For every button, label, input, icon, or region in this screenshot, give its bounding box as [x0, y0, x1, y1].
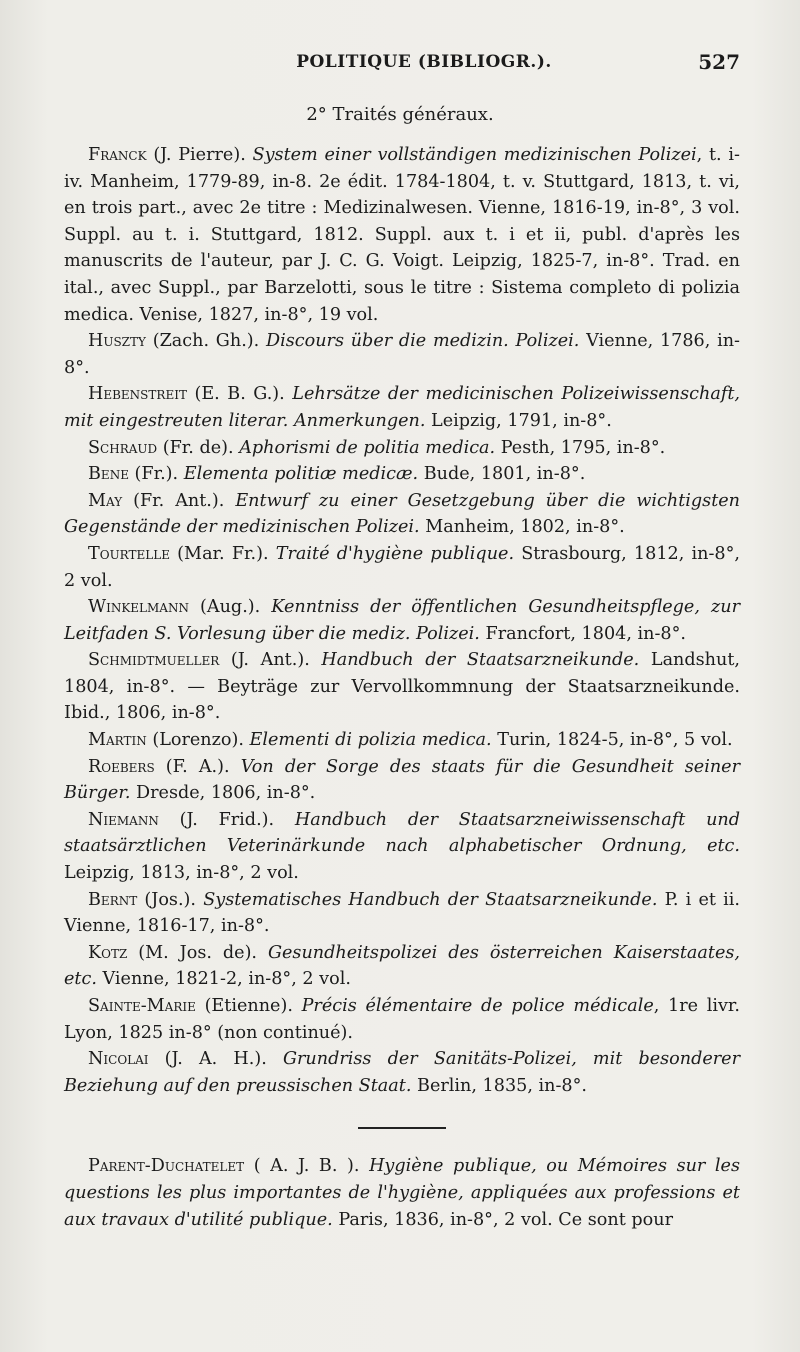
entry-author: Huszty	[88, 331, 146, 352]
entry-details: Strasbourg, 1812, in-8°, 2 vol.	[64, 543, 740, 591]
entry-author: Parent-Duchatelet	[88, 1156, 245, 1177]
entry-author-details: (Lorenzo).	[146, 730, 250, 751]
entry-title: Kenntniss der öffentlichen Gesundheitspflege, zur Leitfaden S. Vorlesung über die mediz. Polizei.	[64, 597, 740, 644]
entry-author-details: (J. Pierre).	[146, 145, 253, 165]
entry-author: Schmidtmueller	[88, 650, 220, 671]
entry-author: Tourtelle	[88, 543, 170, 564]
entry-details: P. i et ii. Vienne, 1816-17, in-8°.	[64, 889, 740, 937]
bibliography-entry-closing	[64, 1153, 740, 1233]
entry-list	[64, 142, 740, 1099]
entry-author-details: (M. Jos. de).	[127, 942, 268, 963]
bibliography-entry	[64, 727, 740, 754]
entry-author: Schraud	[88, 437, 158, 458]
bibliography-entry	[64, 807, 740, 887]
entry-details: Leipzig, 1791, in-8°.	[425, 410, 612, 431]
entry-details: Turin, 1824-5, in-8°, 5 vol.	[491, 730, 733, 751]
entry-details: , 1re livr. Lyon, 1825 in-8° (non continué).	[64, 996, 740, 1043]
entry-details: Francfort, 1804, in-8°.	[479, 623, 687, 644]
entry-title: Aphorismi de politia medica.	[239, 437, 496, 458]
entry-details: Leipzig, 1813, in-8°, 2 vol.	[64, 863, 299, 884]
entry-details: Berlin, 1835, in-8°.	[411, 1075, 587, 1096]
entry-title: Von der Sorge des staats für die Gesundheit seiner Bürger.	[64, 756, 740, 804]
bibliography-body	[64, 142, 740, 1233]
section-rule	[358, 1127, 446, 1129]
entry-author-details: (J. A. H.).	[148, 1049, 283, 1070]
entry-title: Traité d'hygiène publique.	[275, 543, 515, 564]
entry-details: Landshut, 1804, in-8°. — Beyträge zur Vervollkommnung der Staatsarzneikunde. Ibid., 1806, in-8°.	[64, 650, 741, 724]
bibliography-entry	[64, 993, 740, 1046]
bibliography-entry	[64, 381, 740, 434]
entry-author-details: (F. A.).	[154, 756, 241, 777]
entry-details: , t. i-iv. Manheim, 1779-89, in-8. 2e édit. 1784-1804, t. v. Stuttgard, 1813, t. vi, en trois part., avec 2e titre : Medizinalwesen. Vienne, 1816-19, in-8°, 3 vol. Suppl. au t. i. Stuttgard, 1812. Suppl. aux t. i et ii, publ. d'après les manuscrits de l'auteur, par J. C. G. Voigt. Leipzig, 1825-7, in-8°. Trad. en ital., avec Suppl., par Barzelotti, sous le titre : Sistema completo di polizia medica. Venise, 1827, in-8°, 19 vol.	[64, 145, 740, 325]
entry-author-details: (Mar. Fr.).	[169, 543, 276, 564]
bibliography-entry	[64, 754, 740, 807]
bibliography-entry	[64, 1046, 740, 1099]
entry-author: Niemann	[88, 809, 159, 830]
entry-author-details: (J. Frid.).	[158, 809, 295, 830]
entry-author-details: (Etienne).	[195, 996, 302, 1016]
entry-author: Bernt	[88, 889, 138, 910]
bibliography-entry	[64, 887, 740, 940]
page-number: 527	[698, 50, 740, 74]
entry-title: Handbuch der Staatsarzneiwissenschaft und staatsärztlichen Veterinärkunde nach alphabetischer Ordnung, etc.	[64, 809, 740, 857]
entry-author-details: (Zach. Gh.).	[145, 331, 266, 352]
bibliography-entry	[64, 142, 740, 328]
entry-author: May	[88, 490, 123, 511]
entry-details: Dresde, 1806, in-8°.	[130, 783, 316, 804]
entry-title: Grundriss der Sanitäts-Polizei, mit besonderer Beziehung auf den preussischen Staat.	[64, 1049, 740, 1096]
bibliography-entry	[64, 435, 740, 462]
entry-author-details: (Aug.).	[188, 597, 272, 618]
entry-author: Franck	[88, 145, 147, 165]
bibliography-entry	[64, 594, 740, 647]
entry-title: Lehrsätze der medicinischen Polizeiwissenschaft, mit eingestreuten literar. Anmerkungen.	[64, 384, 740, 431]
entry-author: Winkelmann	[88, 597, 189, 618]
entry-title: System einer vollständigen medizinischen Polizei	[252, 145, 697, 165]
entry-details: Vienne, 1786, in-8°.	[64, 331, 740, 378]
entry-author: Sainte-Marie	[88, 996, 196, 1016]
entry-details: Manheim, 1802, in-8°.	[419, 517, 625, 538]
entry-title: Entwurf zu einer Gesetzgebung über die wichtigsten Gegenstände der medizinischen Polizei.	[64, 490, 741, 538]
entry-author-details: (J. Ant.).	[219, 650, 322, 671]
bibliography-entry	[64, 541, 740, 594]
entry-author: Martin	[88, 730, 147, 751]
entry-details: Paris, 1836, in-8°, 2 vol. Ce sont pour	[332, 1209, 673, 1230]
entry-title: Hygiène publique, ou Mémoires sur les questions les plus importantes de l'hygiène, appliquées aux professions et aux travaux d'utilité publique.	[64, 1156, 740, 1230]
entry-author-details: (Fr. de).	[157, 437, 240, 458]
entry-author-details: (E. B. G.).	[186, 384, 293, 405]
entry-title: Discours über die medizin. Polizei.	[266, 331, 580, 352]
entry-author: Hebenstreit	[88, 384, 187, 405]
entry-title: Handbuch der Staatsarzneikunde.	[321, 650, 640, 671]
running-title: POLITIQUE (BIBLIOGR.).	[296, 52, 552, 72]
entry-author: Bene	[88, 464, 129, 485]
bibliography-entry	[64, 488, 740, 541]
entry-title: Précis élémentaire de police médicale	[301, 996, 654, 1016]
entry-author-details: (Fr.).	[128, 464, 184, 485]
bibliography-entry	[64, 940, 740, 993]
entry-author-details: (Jos.).	[137, 889, 204, 910]
entry-title: Elementa politiæ medicæ.	[183, 464, 419, 485]
bibliography-entry	[64, 647, 740, 727]
entry-author: Nicolai	[88, 1049, 149, 1070]
entry-author: Roebers	[88, 756, 155, 777]
bibliography-entry	[64, 328, 740, 381]
entry-title: Systematisches Handbuch der Staatsarzneikunde.	[203, 889, 658, 910]
entry-author-details: (Fr. Ant.).	[122, 490, 236, 511]
entry-author: Kotz	[88, 942, 128, 963]
section-title: 2° Traités généraux.	[306, 104, 494, 125]
entry-details: Bude, 1801, in-8°.	[418, 464, 586, 485]
running-head	[64, 52, 744, 82]
entry-title: Elementi di polizia medica.	[249, 730, 492, 751]
entry-details: Pesth, 1795, in-8°.	[495, 437, 666, 458]
bibliography-entry	[64, 461, 740, 488]
entry-author-details: ( A. J. B. ).	[244, 1156, 370, 1177]
entry-details: Vienne, 1821-2, in-8°, 2 vol.	[96, 969, 351, 990]
entry-title: Gesundheitspolizei des österreichen Kaiserstaates, etc.	[64, 942, 740, 990]
